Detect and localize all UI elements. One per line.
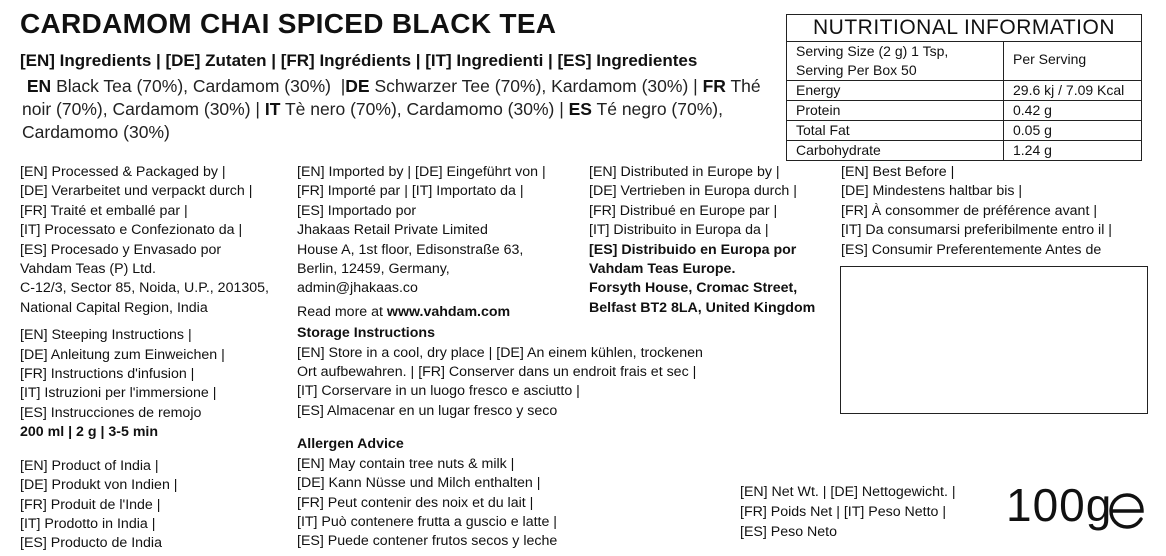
serving-info-cell: [787, 42, 1004, 81]
processed-line: [FR] Traité et emballé par |: [20, 202, 188, 219]
net-weight-line: [EN] Net Wt. | [DE] Nettogewicht. |: [740, 484, 956, 500]
manufacturer-address-line: Vahdam Teas (P) Ltd.: [20, 261, 156, 278]
steeping-line: [ES] Instrucciones de remojo: [20, 404, 202, 421]
column-manufacturer: [20, 163, 290, 554]
serving-size: Serving Size (2 g) 1 Tsp,: [796, 43, 949, 59]
steeping-value: 200 ml | 2 g | 3-5 min: [20, 424, 159, 441]
allergen-line: [IT] Può contenere frutta a guscio e latte |: [297, 513, 557, 530]
per-serving-header: Per Serving: [1013, 51, 1087, 67]
steeping-line: [EN] Steeping Instructions |: [20, 327, 192, 344]
importer-address-line: Berlin, 12459, Germany,: [297, 261, 450, 278]
nutrient-label: Total Fat: [787, 121, 1004, 141]
allergen-heading: Allergen Advice: [297, 436, 404, 453]
ing-de-tag: DE: [345, 76, 370, 96]
storage-line: [IT] Corservare in un luogo fresco e asciutto |: [297, 383, 580, 400]
nutrition-title: NUTRITIONAL INFORMATION: [787, 15, 1141, 42]
distributed-line: [IT] Distribuito in Europa da |: [589, 222, 769, 239]
distributor-address-line: Belfast BT2 8LA, United Kingdom: [589, 299, 816, 316]
nutrient-value: 0.42 g: [1004, 101, 1142, 121]
ingredients-text: EN Black Tea (70%), Cardamom (30%) |DE Schwarzer Tee (70%), Kardamom (30%) | FR Thé noir (70%), Cardamom (30%) | IT Tè nero (70%), Cardamomo (30%) | ES Té negro (70%), Cardamomo (30%): [22, 76, 761, 142]
distributed-line: [EN] Distributed in Europe by |: [589, 164, 780, 180]
imported-line: [EN] Imported by | [DE] Eingeführt von |: [297, 164, 546, 180]
origin-line: [ES] Producto de India: [20, 535, 162, 552]
best-before-line: [ES] Consumir Preferentemente Antes de: [841, 241, 1102, 258]
net-weight-value: 100g: [1006, 479, 1113, 531]
net-weight-section: [740, 482, 956, 542]
ing-it-text: Tè nero (70%), Cardamomo (30%): [284, 99, 555, 119]
nutrition-row: [787, 101, 1141, 121]
ing-en-text: Black Tea (70%), Cardamom (30%): [56, 76, 331, 96]
nutrient-value: 29.6 kj / 7.09 Kcal: [1004, 81, 1142, 101]
nutrition-row: [787, 121, 1141, 141]
origin-section: [20, 457, 290, 554]
website-link[interactable]: www.vahdam.com: [386, 303, 511, 320]
nutrition-row: [787, 81, 1141, 101]
ingredients-heading: [EN] Ingredients | [DE] Zutaten | [FR] Ingrédients | [IT] Ingredienti | [ES] Ingredientes: [20, 51, 698, 70]
nutrient-label: Protein: [787, 101, 1004, 121]
origin-line: [EN] Product of India |: [20, 457, 159, 474]
allergen-section: [297, 435, 737, 551]
best-before-line: [DE] Mindestens haltbar bis |: [841, 183, 1023, 200]
processed-line: [DE] Verarbeitet und verpackt durch |: [20, 183, 253, 200]
read-more-label: Read more at: [297, 303, 383, 320]
distributed-line: [ES] Distribuido en Europa por: [589, 241, 797, 258]
best-before-line: [EN] Best Before |: [841, 164, 955, 180]
imported-line: [ES] Importado por: [297, 202, 417, 219]
allergen-line: [DE] Kann Nüsse und Milch enthalten |: [297, 475, 541, 492]
nutrient-label: Carbohydrate: [787, 141, 1004, 161]
distributed-line: [DE] Vertrieben in Europa durch |: [589, 183, 797, 200]
column-distributor: [589, 163, 835, 318]
nutrition-table: [786, 14, 1142, 161]
ing-de-text: Schwarzer Tee (70%), Kardamom (30%): [374, 76, 689, 96]
storage-line: Ort aufbewahren. | [FR] Conserver dans un endroit frais et sec |: [297, 364, 697, 381]
ing-es-tag: ES: [568, 99, 592, 119]
best-before-date-box: [840, 266, 1148, 414]
ing-fr-text: Thé noir (70%), Cardamom (30%): [22, 76, 761, 119]
steeping-line: [FR] Instructions d'infusion |: [20, 366, 195, 383]
importer-address-line: House A, 1st floor, Edisonstraße 63,: [297, 241, 524, 258]
distributor-address-line: Vahdam Teas Europe.: [589, 261, 736, 278]
ing-it-tag: IT: [264, 99, 281, 119]
processed-line: [EN] Processed & Packaged by |: [20, 164, 226, 180]
distributed-line: [FR] Distribué en Europe par |: [589, 202, 778, 219]
steeping-line: [IT] Istruzioni per l'immersione |: [20, 385, 217, 402]
nutrition-row: [787, 141, 1141, 161]
net-weight-line: [ES] Peso Neto: [740, 524, 837, 540]
product-title: CARDAMOM CHAI SPICED BLACK TEA: [20, 8, 557, 39]
storage-heading: Storage Instructions: [297, 325, 435, 342]
allergen-line: [EN] May contain tree nuts & milk |: [297, 455, 515, 472]
allergen-line: [FR] Peut contenir des noix et du lait |: [297, 494, 534, 511]
processed-section: [20, 163, 290, 318]
manufacturer-address-line: C-12/3, Sector 85, Noida, U.P., 201305,: [20, 280, 269, 297]
origin-line: [IT] Prodotto in India |: [20, 515, 156, 532]
best-before-line: [FR] À consommer de préférence avant |: [841, 202, 1098, 219]
importer-email: admin@jhakaas.co: [297, 280, 418, 297]
nutrient-value: 0.05 g: [1004, 121, 1142, 141]
origin-line: [DE] Produkt von Indien |: [20, 477, 178, 494]
imported-line: [FR] Importé par | [IT] Importato da |: [297, 183, 524, 200]
importer-address-line: Jhakaas Retail Private Limited: [297, 222, 488, 239]
storage-section: [297, 324, 737, 421]
storage-line: [ES] Almacenar en un lugar fresco y seco: [297, 402, 558, 419]
serving-per-box: Serving Per Box 50: [796, 62, 917, 78]
ing-es-text: Té negro (70%), Cardamomo (30%): [22, 99, 723, 142]
nutrient-value: 1.24 g: [1004, 141, 1142, 161]
origin-line: [FR] Produit de l'Inde |: [20, 496, 161, 513]
ing-fr-tag: FR: [702, 76, 726, 96]
allergen-line: [ES] Puede contener frutos secos y leche: [297, 533, 558, 550]
nutrient-label: Energy: [787, 81, 1004, 101]
processed-line: [ES] Procesado y Envasado por: [20, 241, 222, 258]
processed-line: [IT] Processato e Confezionato da |: [20, 222, 243, 239]
storage-line: [EN] Store in a cool, dry place | [DE] An einem kühlen, trockenen: [297, 344, 703, 361]
manufacturer-address-line: National Capital Region, India: [20, 299, 208, 316]
estimated-sign-icon: [1106, 490, 1148, 537]
distributor-address-line: Forsyth House, Cromac Street,: [589, 280, 798, 297]
column-best-before: [841, 163, 1151, 260]
best-before-line: [IT] Da consumarsi preferibilmente entro il |: [841, 222, 1112, 239]
steeping-line: [DE] Anleitung zum Einweichen |: [20, 346, 225, 363]
net-weight-line: [FR] Poids Net | [IT] Peso Netto |: [740, 504, 947, 520]
ing-en-tag: EN: [26, 76, 52, 96]
steeping-section: [20, 326, 290, 442]
